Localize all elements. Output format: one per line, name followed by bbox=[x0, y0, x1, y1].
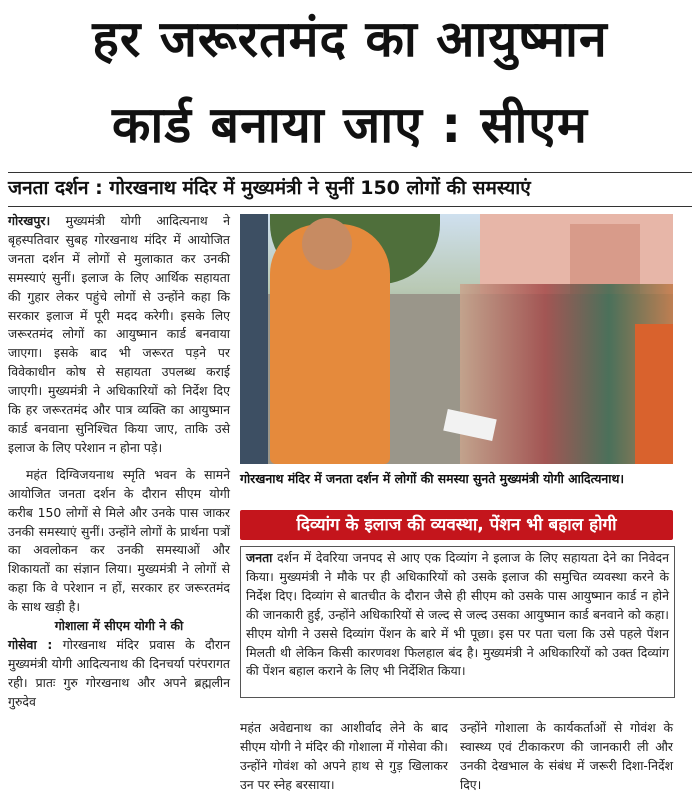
dateline: गोरखपुर। bbox=[8, 213, 51, 228]
paragraph-1: मुख्यमंत्री योगी आदित्यनाथ ने बृहस्पतिवार सुबह गोरखनाथ मंदिर में आयोजित जनता दर्शन में लोगों से मुलाकात कर उनकी समस्याएं सुनीं। इलाज के लिए आर्थिक सहायता की गुहार लेकर पहुंचे लोगों से उन्होंने कहा कि सरकार इलाज में पूरी मदद करेगी। इसके लिए जरूरतमंद लोगों का आयुष्मान कार्ड बनवाया जाएगा। इसके बाद भी जरूरत पड़ने पर विवेकाधीन कोष से सहायता उपलब्ध कराई जाएगी। मुख्यमंत्री ने अधिकारियों को निर्देश दिए कि हर जरूरतमंद और पात्र व्यक्ति का आयुष्मान कार्ड बनवाना सुनिश्चित किया जाए, ताकि उसे इलाज के लिए परेशान न होना पड़े। bbox=[8, 213, 230, 455]
right-column-text: उन्होंने गोशाला के कार्यकर्ताओं से गोवंश के स्वास्थ्य एवं टीकाकरण की जानकारी ली और उनकी देखभाल के संबंध में जरूरी दिशा-निर्देश दिए। bbox=[460, 720, 673, 792]
subheadline: जनता दर्शन : गोरखनाथ मंदिर में मुख्यमंत्री ने सुनीं 150 लोगों की समस्याएं bbox=[8, 177, 531, 199]
box-story bbox=[240, 546, 675, 698]
left-column bbox=[8, 212, 230, 712]
section-subhead: गोशाला में सीएम योगी ने की bbox=[54, 618, 184, 634]
section-lead: गोसेवा : bbox=[8, 636, 53, 652]
divider bbox=[8, 206, 692, 207]
headline-line-2: कार्ड बनाया जाए : सीएम bbox=[112, 96, 588, 154]
paragraph-3: गोरखनाथ मंदिर प्रवास के दौरान मुख्यमंत्री योगी आदित्यनाथ की दिनचर्या परंपरागत रही। प्रातः गुरु गोरखनाथ और अपने ब्रह्मलीन गुरुदेव bbox=[8, 636, 230, 709]
middle-column-text: महंत अवेद्यनाथ का आशीर्वाद लेने के बाद सीएम योगी ने मंदिर की गोशाला में गोसेवा की। उन्होंने गोवंश को अपने हाथ से गुड़ खिलाकर उन पर स्नेह बरसाया। bbox=[240, 720, 448, 792]
photo-caption: गोरखनाथ मंदिर में जनता दर्शन में लोगों की समस्या सुनते मुख्यमंत्री योगी आदित्यनाथ। bbox=[240, 471, 625, 486]
paragraph-2: महंत दिग्विजयनाथ स्मृति भवन के सामने आयोजित जनता दर्शन के दौरान सीएम योगी करीब 150 लोगों से मिले और उनके पास जाकर उनकी समस्याएं सुनीं। उन्होंने लोगों के प्रार्थना पत्रों का अवलोकन कर उनकी समस्याओं और शिकायतों का संज्ञान लिया। मुख्यमंत्री ने लोगों से कहा कि वे परेशान न हों, सरकार हर जरूरतमंद के साथ खड़ी है। bbox=[8, 466, 230, 615]
divider bbox=[8, 172, 692, 173]
box-text: दर्शन में देवरिया जनपद से आए एक दिव्यांग ने इलाज के लिए सहायता देने का निवेदन किया। मुख्यमंत्री ने मौके पर ही अधिकारियों को उसके इलाज की समुचित व्यवस्था करने के निर्देश दिए। दिव्यांग से बातचीत के दौरान जैसे ही सीएम को उसके पास आयुष्मान कार्ड न होने की जानकारी हुई, उन्होंने अधिकारियों से जल्द से जल्द उसका आयुष्मान कार्ड बनवाने को कहा। सीएम योगी ने उससे दिव्यांग पेंशन के बारे में भी पूछा। इस पर पता चला कि उसे पहले पेंशन मिलती थी लेकिन किसी कारणवश फिलहाल बंद है। मुख्यमंत्री ने अधिकारियों को उक्त दिव्यांग की पेंशन बहाल कराने के लिए भी निर्देशित किया। bbox=[246, 550, 669, 679]
box-banner: दिव्यांग के इलाज की व्यवस्था, पेंशन भी बहाल होगी bbox=[240, 510, 673, 540]
news-photo bbox=[240, 214, 673, 464]
box-lead: जनता bbox=[246, 550, 273, 565]
middle-column bbox=[240, 719, 448, 795]
headline-line-1: हर जरूरतमंद का आयुष्मान bbox=[92, 10, 608, 68]
right-column bbox=[460, 719, 673, 795]
